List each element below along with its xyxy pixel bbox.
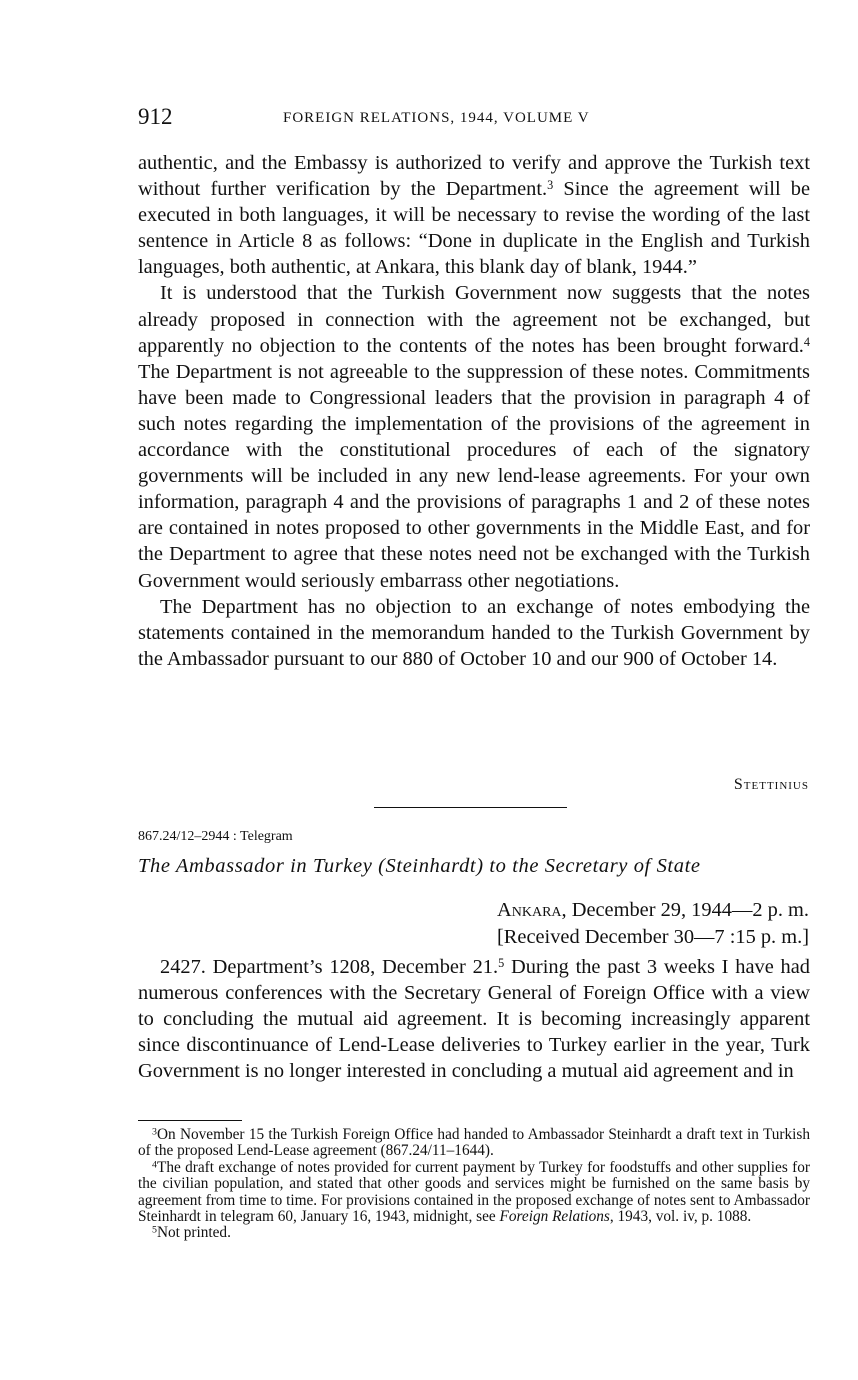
- footnote-mark: 4: [152, 1159, 157, 1171]
- footnote-mark: 5: [152, 1224, 157, 1236]
- footnote-ref-3: 3: [547, 177, 554, 192]
- paragraph-1-text-cont: Since the agreement will be executed in both languages, it will be necessary to revise the wording of the last sentence in Article 8 as follows: “Done in duplicate in the English and Turkish languages, both authentic, at Ankara, this blank day of blank, 1944.”: [138, 178, 810, 279]
- paragraph-3: The Department has no objection to an exchange of notes embodying the statements contained in the memorandum handed to the Turkish Government by the Ambassador pursuant to our 880 of October 10 and our 900 of October 14.: [138, 595, 810, 670]
- document-title: The Ambassador in Turkey (Steinhardt) to the Secretary of State: [138, 855, 701, 877]
- telegram-text: 2427. Department’s 1208, December 21.: [160, 956, 499, 978]
- paragraph-1: [138, 150, 810, 280]
- file-reference: 867.24/12–2944 : Telegram: [138, 829, 293, 844]
- telegram-paragraph-1: [138, 954, 810, 1084]
- page-header: [138, 104, 810, 134]
- paragraph-2-text-cont: The Department is not agreeable to the suppression of these notes. Commitments have been made to Congressional leaders that the provision in paragraph 4 of such notes regarding the implementation of the provisions of the agreement in accordance with the constitutional procedures of each of the signatory governments will be included in any new lend-lease agreements. For your own information, paragraph 4 and the provisions of paragraphs 1 and 2 of these notes are contained in notes proposed to other governments in the Middle East, and for the Department to agree that these notes need not be exchanged with the Turkish Government would seriously embarrass other negotiations.: [138, 360, 810, 592]
- dateline-place: Ankara: [497, 899, 562, 921]
- paragraph-2: [138, 280, 810, 593]
- dateline-date: , December 29, 1944—2 p. m.: [561, 899, 809, 921]
- footnote-text: On November 15 the Turkish Foreign Office had handed to Ambassador Steinhardt a draft text in Turkish of the proposed Lend-Lease agreement (867.24/11–1644).: [138, 1126, 810, 1160]
- dateline: [497, 899, 809, 922]
- footnote-ref-4: 4: [803, 334, 810, 349]
- footnote-text-cont: , 1943, vol. iv, p. 1088.: [609, 1208, 752, 1226]
- footnote-5: [138, 1225, 810, 1241]
- footnote-3: [138, 1127, 810, 1160]
- running-head: FOREIGN RELATIONS, 1944, VOLUME V: [283, 110, 590, 126]
- paragraph-1-text: authentic, and the Embassy is authorized to verify and approve the Turkish text without further verification by the Department.: [138, 152, 810, 201]
- footnote-divider: [138, 1120, 242, 1121]
- citation-title: Foreign Relations: [499, 1208, 610, 1226]
- section-divider: [374, 807, 567, 808]
- footnote-4: [138, 1160, 810, 1226]
- footnote-mark: 3: [152, 1126, 157, 1138]
- telegram-text-cont: During the past 3 weeks I have had numerous conferences with the Secretary General of Foreign Office with a view to concluding the mutual aid agreement. It is becoming increasingly apparent since discontinuance of Lend-Lease deliveries to Turkey earlier in the year, Turk Government is no longer interested in concluding a mutual aid agreement and in: [138, 956, 810, 1083]
- received-line: [Received December 30—7 :15 p. m.]: [497, 926, 809, 948]
- footnote-text: Not printed.: [156, 1224, 231, 1242]
- instruction-text-block: [138, 150, 810, 672]
- footnote-ref-5: 5: [498, 955, 505, 970]
- footnote-text: The draft exchange of notes provided for current payment by Turkey for foodstuffs and other supplies for the civilian population, and stated that other goods and services might be furnished on the same basis by agreement from time to time. For provisions contained in the proposed exchange of notes sent to Ambassador Steinhardt in telegram 60, January 16, 1943, midnight, see: [138, 1158, 810, 1226]
- paragraph-2-text: It is understood that the Turkish Government now suggests that the notes already proposed in connection with the agreement not be exchanged, but apparently no objection to the contents of the notes has been brought forward.: [138, 282, 810, 357]
- signature: Stettinius: [733, 776, 809, 793]
- footnotes: [138, 1127, 810, 1242]
- page-number: 912: [138, 104, 173, 129]
- telegram-text-block: [138, 954, 810, 1084]
